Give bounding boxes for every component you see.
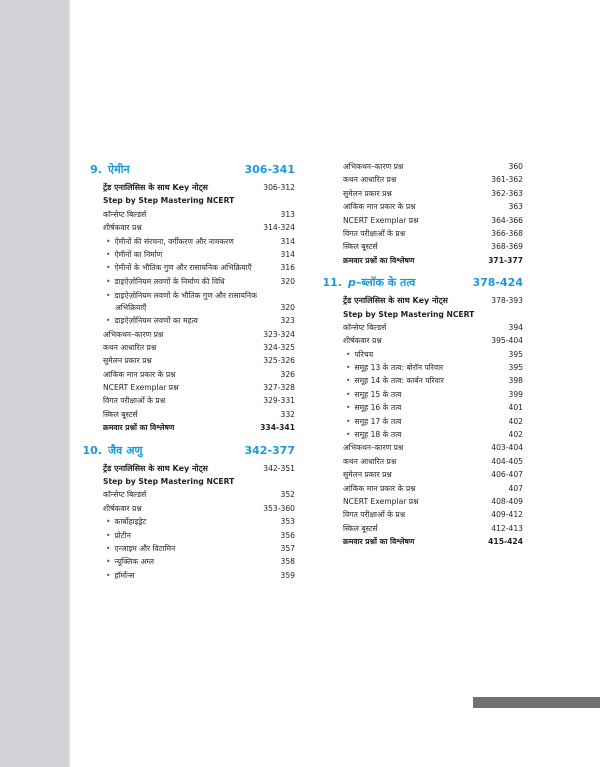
toc-entry[interactable] [343, 441, 523, 454]
toc-entry[interactable] [103, 462, 295, 475]
toc-bullet-entry[interactable] [103, 275, 295, 288]
toc-entry[interactable] [103, 502, 295, 515]
entry-label: ट्रेंड एनालिसिस के साथ Key नोट्स [103, 463, 208, 473]
toc-bullet-entry[interactable] [103, 235, 295, 248]
entry-page: 401 [508, 403, 523, 413]
entry-label: कॉन्सेप्ट बिल्डर्स [103, 490, 147, 500]
entry-page: 409-412 [491, 510, 523, 520]
toc-entry[interactable] [103, 341, 295, 354]
toc-entry[interactable] [343, 334, 523, 347]
entry-page: 329-331 [263, 396, 295, 406]
entry-page: 356 [280, 530, 295, 540]
entry-page: 394 [508, 322, 523, 332]
toc-bullet-entry[interactable] [343, 348, 523, 361]
entry-label: • हॉर्मोन्स [103, 569, 135, 582]
entry-label: शीर्षकवार प्रश्न [343, 336, 382, 346]
entry-page: 362-363 [491, 188, 523, 198]
toc-bullet-entry[interactable] [343, 388, 523, 401]
toc-bullet-entry[interactable] [343, 428, 523, 441]
toc-bullet-entry[interactable] [103, 314, 295, 327]
toc-entry[interactable] [103, 221, 295, 234]
entry-page: 314 [280, 249, 295, 259]
toc-entry[interactable] [343, 187, 523, 200]
entry-label: • समूह 16 के तत्व [343, 401, 402, 414]
entry-page: 364-366 [491, 215, 523, 225]
entry-label: अभिकथन–कारण प्रश्न [343, 162, 404, 171]
entry-page: 320 [280, 276, 295, 286]
toc-entry[interactable] [103, 354, 295, 367]
chapter-number: 10. [82, 443, 102, 457]
chapter-title-italic: p [348, 276, 356, 290]
entry-label: • समूह 18 के तत्व [343, 428, 402, 441]
entry-page: 402 [508, 430, 523, 440]
chapter-page-range: 342-377 [244, 443, 295, 457]
toc-bullet-entry[interactable] [103, 569, 295, 582]
entry-page: 327-328 [263, 383, 295, 393]
entry-page: 342-351 [263, 463, 295, 473]
toc-subheading [103, 475, 295, 488]
entry-page: 399 [508, 389, 523, 399]
chapter-11-entries [322, 294, 523, 548]
entry-label: • प्रोटीन [103, 529, 131, 542]
entry-label: Step by Step Mastering NCERT [103, 477, 235, 487]
entry-page: 358 [280, 557, 295, 567]
entry-page: 361-362 [491, 175, 523, 185]
entry-label: • समूह 14 के तत्व: कार्बन परिवार [343, 374, 444, 387]
entry-page: 357 [280, 543, 295, 553]
toc-bullet-entry[interactable] [343, 374, 523, 387]
entry-label: स्किल बूस्टर्स [103, 409, 138, 419]
chapter-9-heading[interactable] [82, 162, 295, 179]
toc-bullet-entry[interactable] [343, 401, 523, 414]
toc-bullet-entry[interactable] [103, 288, 295, 314]
entry-page: 323 [280, 316, 295, 326]
entry-label: सुमेलन प्रकार प्रश्न [103, 356, 152, 366]
entry-label: स्किल बूस्टर्स [343, 523, 378, 533]
toc-entry[interactable] [343, 254, 523, 267]
entry-label: • समूह 13 के तत्व: बोरॉन परिवार [343, 361, 443, 374]
entry-label: • कार्बोहाइड्रेट [103, 515, 146, 528]
entry-label: कथन आधारित प्रश्न [343, 456, 397, 466]
entry-page: 314-324 [263, 223, 295, 233]
entry-page: 316 [280, 263, 295, 273]
entry-label: सुमेलन प्रकार प्रश्न [343, 188, 392, 198]
chapter-10-heading[interactable] [82, 443, 295, 460]
entry-label: • ऐमीनों की संरचना, वर्गीकरण और नामकरण [103, 235, 234, 248]
chapter-page-range: 306-341 [244, 163, 295, 176]
toc-entry[interactable] [103, 181, 295, 194]
decorative-bar [473, 697, 600, 708]
toc-entry[interactable] [103, 408, 295, 421]
toc-entry[interactable] [343, 508, 523, 521]
toc-bullet-entry[interactable] [103, 529, 295, 542]
entry-label: NCERT Exemplar प्रश्न [103, 383, 179, 393]
entry-label: ट्रेंड एनालिसिस के साथ Key नोट्स [103, 183, 208, 192]
entry-page: 325-326 [263, 356, 295, 366]
toc-entry[interactable] [103, 328, 295, 341]
chapter-10-entries [82, 462, 295, 583]
entry-label: NCERT Exemplar प्रश्न [343, 496, 419, 506]
entry-page: 404-405 [491, 456, 523, 466]
chapter-number: 9. [90, 163, 102, 176]
toc-bullet-entry[interactable] [103, 248, 295, 261]
toc-entry[interactable] [343, 535, 523, 548]
chapter-number: 11. [322, 276, 342, 290]
entry-label: विगत परीक्षाओं के प्रश्न [343, 510, 406, 520]
chapter-11-heading[interactable] [322, 275, 523, 292]
entry-label: • डाइऐज़ोनियम लवणों के निर्माण की विधि [103, 275, 225, 288]
entry-label: • ऐमीनों का निर्माण [103, 248, 162, 261]
toc-entry[interactable] [103, 488, 295, 501]
entry-label: आंकिक मान प्रकार के प्रश्न [343, 202, 416, 212]
entry-page: 402 [508, 416, 523, 426]
entry-label: • परिचय [343, 348, 373, 361]
chapter-title-rest: –ब्लॉक के तत्व [355, 276, 416, 290]
toc-entry[interactable] [103, 381, 295, 394]
entry-label: कथन आधारित प्रश्न [343, 175, 397, 185]
entry-page: 371-377 [488, 255, 523, 265]
entry-page: 406-407 [491, 470, 523, 480]
entry-label: क्रमवार प्रश्नों का विश्लेषण [343, 255, 415, 265]
toc-entry[interactable] [343, 200, 523, 213]
entry-page: 408-409 [491, 496, 523, 506]
toc-subheading [103, 194, 295, 207]
entry-page: 415-424 [488, 537, 523, 547]
entry-label: आंकिक मान प्रकार के प्रश्न [343, 483, 416, 493]
toc-entry[interactable] [343, 240, 523, 253]
toc-entry[interactable] [343, 227, 523, 240]
entry-label: • डाइऐज़ोनियम लवणों का महत्व [103, 314, 198, 327]
entry-label: क्रमवार प्रश्नों का विश्लेषण [103, 423, 175, 433]
entry-page: 352 [280, 490, 295, 500]
chapter-title: ऐमीन [108, 163, 130, 176]
entry-page: 353 [280, 517, 295, 527]
entry-label: सुमेलन प्रकार प्रश्न [343, 470, 392, 480]
entry-label: • डाइऐज़ोनियम लवणों के भौतिक गुण और रासायनिक अभिक्रियाएँ [103, 290, 275, 314]
toc-entry[interactable] [343, 482, 523, 495]
entry-page: 363 [508, 202, 523, 212]
toc-entry[interactable] [103, 421, 295, 434]
entry-label: Step by Step Mastering NCERT [103, 196, 235, 206]
toc-subheading [343, 308, 523, 321]
entry-label: विगत परीक्षाओं के प्रश्न [343, 228, 406, 238]
entry-page: 366-368 [491, 228, 523, 238]
entry-page: 359 [280, 570, 295, 580]
toc-entry[interactable] [343, 160, 523, 173]
entry-page: 395-404 [491, 336, 523, 346]
entry-page: 360 [508, 162, 523, 171]
entry-label: कथन आधारित प्रश्न [103, 342, 157, 352]
entry-label: शीर्षकवार प्रश्न [103, 223, 142, 233]
toc-bullet-entry[interactable] [103, 555, 295, 568]
chapter-page-range: 378-424 [472, 276, 523, 290]
entry-page: 378-393 [491, 296, 523, 306]
entry-label: NCERT Exemplar प्रश्न [343, 215, 419, 225]
entry-label: अभिकथन–कारण प्रश्न [103, 329, 164, 339]
entry-label: कॉन्सेप्ट बिल्डर्स [103, 209, 147, 219]
toc-entry[interactable] [343, 214, 523, 227]
entry-label: • न्यूक्लिक अम्ल [103, 555, 154, 568]
toc-entry[interactable] [103, 394, 295, 407]
toc-bullet-entry[interactable] [343, 361, 523, 374]
entry-page: 323-324 [263, 329, 295, 339]
entry-label: • समूह 17 के तत्व [343, 415, 402, 428]
toc-bullet-entry[interactable] [343, 415, 523, 428]
entry-label: • एन्जाइम और विटामिन [103, 542, 175, 555]
entry-page: 313 [280, 209, 295, 219]
chapter-9-entries [82, 181, 295, 435]
toc-bullet-entry[interactable] [103, 515, 295, 528]
toc-entry[interactable] [103, 208, 295, 221]
toc-left-column [82, 160, 295, 582]
entry-page: 324-325 [263, 342, 295, 352]
chapter-title [348, 275, 415, 290]
entry-label: ट्रेंड एनालिसिस के साथ Key नोट्स [343, 296, 448, 306]
toc-bullet-entry[interactable] [103, 542, 295, 555]
entry-page: 353-360 [263, 503, 295, 513]
chapter-10-continued-entries [322, 160, 523, 267]
entry-label: शीर्षकवार प्रश्न [103, 503, 142, 513]
entry-page: 395 [508, 349, 523, 359]
entry-label: कॉन्सेप्ट बिल्डर्स [343, 322, 387, 332]
entry-page: 407 [508, 483, 523, 493]
toc-entry[interactable] [343, 455, 523, 468]
entry-label: अभिकथन–कारण प्रश्न [343, 443, 404, 453]
toc-right-column [322, 160, 523, 549]
entry-page: 306-312 [263, 183, 295, 192]
entry-page: 334-341 [260, 423, 295, 433]
toc-entry[interactable] [343, 495, 523, 508]
entry-page: 368-369 [491, 242, 523, 252]
entry-label: • समूह 15 के तत्व [343, 388, 402, 401]
entry-page: 403-404 [491, 443, 523, 453]
toc-bullet-entry[interactable] [103, 261, 295, 274]
entry-label: विगत परीक्षाओं के प्रश्न [103, 396, 166, 406]
page-margin-sidebar [0, 0, 70, 767]
entry-page: 314 [280, 236, 295, 246]
toc-entry[interactable] [103, 368, 295, 381]
entry-page: 320 [280, 303, 295, 313]
entry-label: आंकिक मान प्रकार के प्रश्न [103, 369, 176, 379]
entry-page: 412-413 [491, 523, 523, 533]
toc-entry[interactable] [343, 173, 523, 186]
entry-page: 395 [508, 363, 523, 373]
entry-label: क्रमवार प्रश्नों का विश्लेषण [343, 537, 415, 547]
entry-page: 332 [280, 409, 295, 419]
entry-page: 398 [508, 376, 523, 386]
toc-entry[interactable] [343, 468, 523, 481]
entry-label: Step by Step Mastering NCERT [343, 309, 475, 319]
toc-entry[interactable] [343, 294, 523, 307]
entry-label: स्किल बूस्टर्स [343, 242, 378, 252]
toc-entry[interactable] [343, 321, 523, 334]
entry-page: 326 [280, 369, 295, 379]
chapter-title: जैव अणु [108, 443, 143, 457]
entry-label: • ऐमीनों के भौतिक गुण और रासायनिक अभिक्रियाएँ [103, 261, 252, 274]
toc-entry[interactable] [343, 522, 523, 535]
